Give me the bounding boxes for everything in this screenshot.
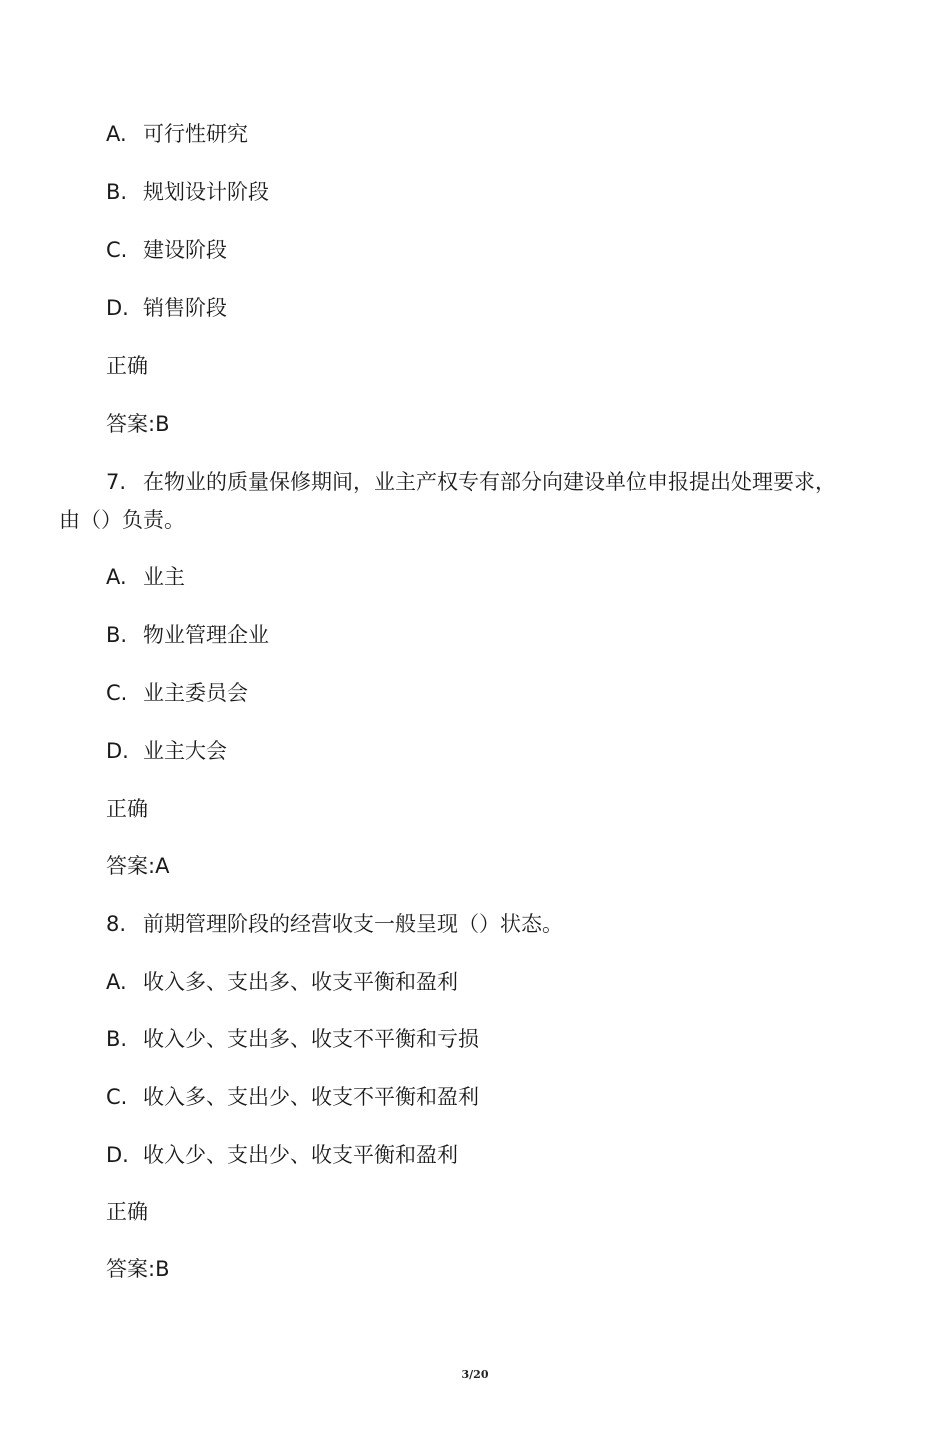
status-text: 正确 [106,354,148,378]
option-label: A. [106,565,127,589]
option-label: D. [106,1143,129,1167]
option-label: B. [106,180,128,204]
option-text: 销售阶段 [143,296,227,320]
option-label: D. [106,739,129,763]
option-text: 建设阶段 [143,238,227,262]
option-text: 业主委员会 [143,681,248,705]
option-c [106,679,248,707]
option-a [106,120,248,148]
option-text: 可行性研究 [143,122,248,146]
option-label: A. [106,970,127,994]
status-text: 正确 [106,1200,148,1224]
option-label: B. [106,1027,128,1051]
option-label: D. [106,296,129,320]
option-b [106,178,269,206]
option-text: 规划设计阶段 [143,180,269,204]
option-label: B. [106,623,128,647]
answer-text: 答案:B [106,412,170,436]
question-number: 7. [106,470,127,494]
option-d [106,737,227,765]
option-label: C. [106,238,128,262]
option-label: C. [106,681,128,705]
option-a [106,968,458,996]
page-number: 3/20 [461,1368,489,1381]
option-label: C. [106,1085,128,1109]
option-d [106,1141,458,1169]
option-c [106,236,227,264]
option-label: A. [106,122,127,146]
question-text: 在物业的质量保修期间，业主产权专有部分向建设单位申报提出处理要求， [143,470,836,494]
answer-text: 答案:B [106,1257,170,1281]
question-8-text [106,910,563,938]
option-text: 收入少、支出少、收支平衡和盈利 [143,1143,458,1167]
option-text: 收入少、支出多、收支不平衡和亏损 [143,1027,479,1051]
option-text: 业主 [143,565,185,589]
question-number: 8. [106,912,127,936]
question-7-text [106,468,836,496]
option-d [106,294,227,322]
question-text: 前期管理阶段的经营收支一般呈现（）状态。 [143,912,563,936]
option-text: 业主大会 [143,739,227,763]
question-7-text-continued: 由（）负责。 [59,508,185,532]
answer-text: 答案:A [106,854,170,878]
option-text: 收入多、支出少、收支不平衡和盈利 [143,1085,479,1109]
option-b [106,621,269,649]
option-text: 收入多、支出多、收支平衡和盈利 [143,970,458,994]
option-b [106,1025,479,1053]
option-a [106,563,185,591]
status-text: 正确 [106,797,148,821]
option-c [106,1083,479,1111]
option-text: 物业管理企业 [143,623,269,647]
